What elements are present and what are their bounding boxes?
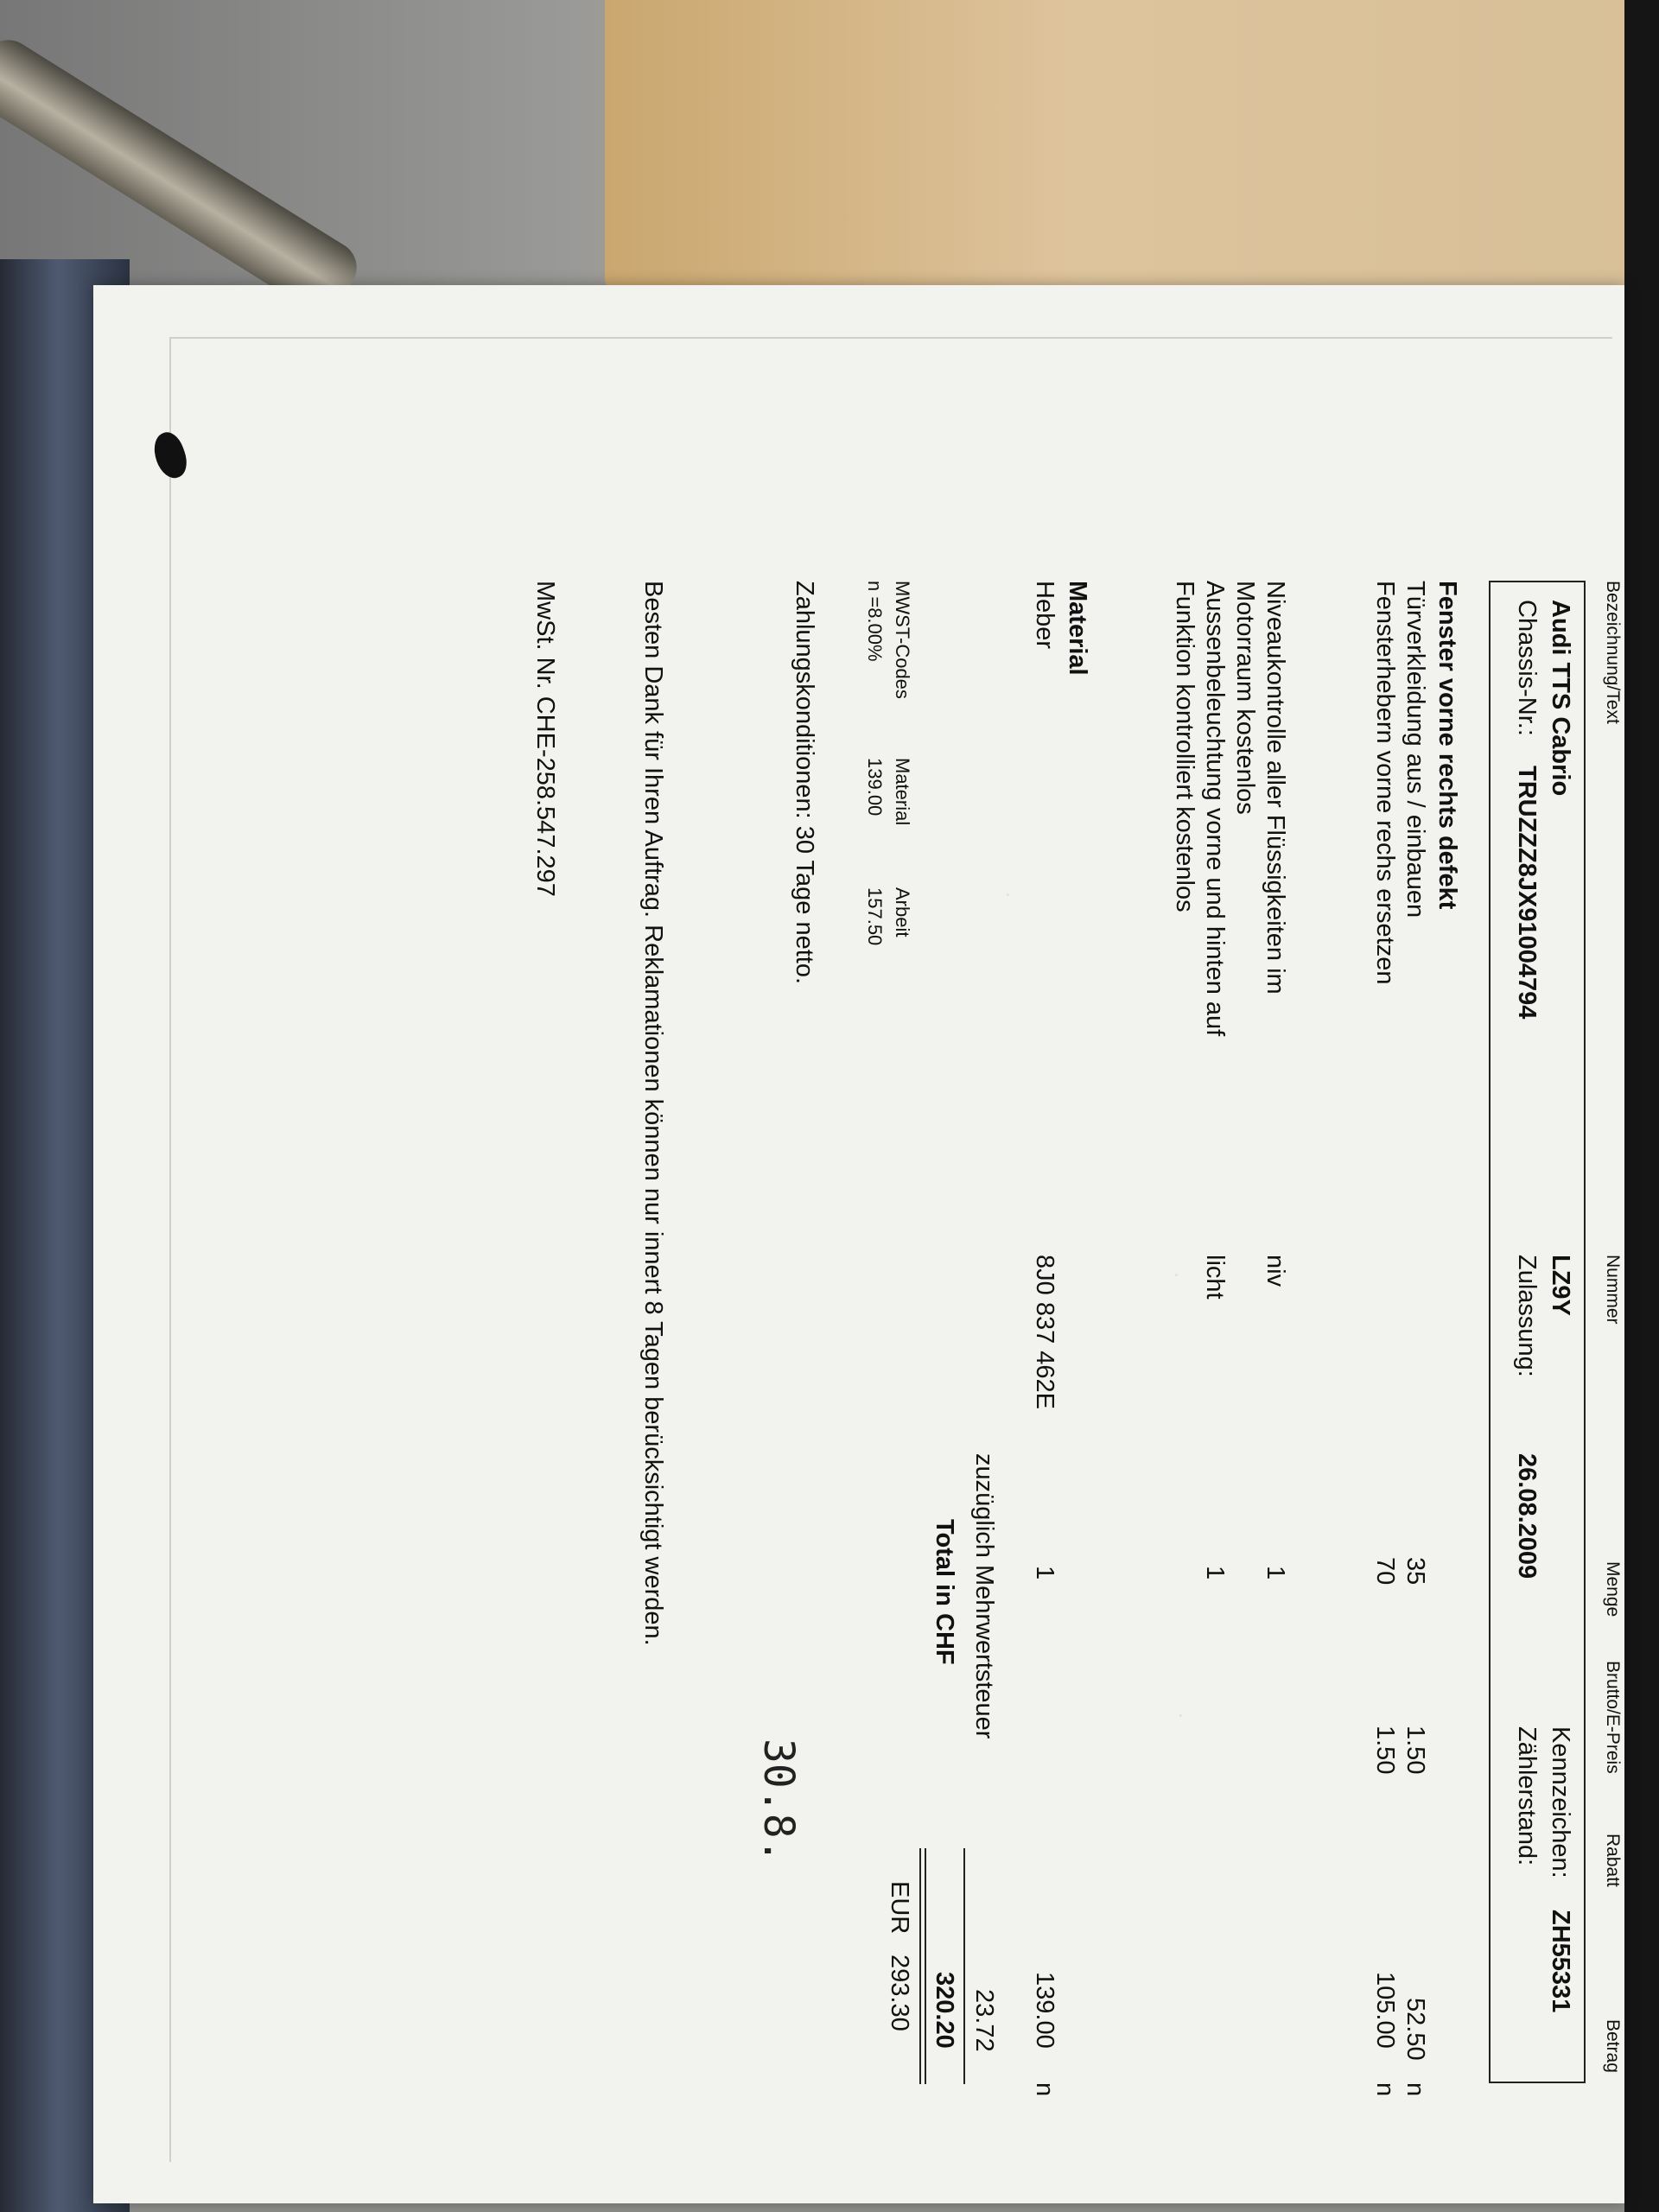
check-line-3: Aussenbeleuchtung vorne und hinten auf — [1201, 581, 1229, 1037]
total-rule-1 — [925, 1848, 926, 2084]
header-rabatt: Rabatt — [1603, 1834, 1623, 1887]
header-bezeichnung: Bezeichnung/Text — [1603, 581, 1623, 724]
subtotal-rule — [963, 1848, 965, 2084]
show-through-text-3: . — [1174, 1713, 1198, 1719]
check-line-3-nummer: licht — [1201, 1255, 1229, 1300]
kennzeichen-label: Kennzeichen: — [1547, 1726, 1574, 1878]
zulassung-value: 26.08.2009 — [1513, 1453, 1541, 1580]
repair-line-1-preis: 1.50 — [1402, 1726, 1429, 1775]
mwst-number: MwSt. Nr. CHE-258.547.297 — [531, 581, 559, 897]
repair-line-2-preis: 1.50 — [1371, 1726, 1399, 1775]
check-line-3-menge: 1 — [1201, 1566, 1229, 1580]
vat-material-value: 139.00 — [864, 758, 886, 817]
repair-line-1-code: n — [1402, 2082, 1429, 2097]
header-nummer: Nummer — [1603, 1255, 1623, 1325]
chassis-value: TRUZZZ8JX91004794 — [1513, 766, 1541, 1020]
check-line-4: Funktion kontrolliert kostenlos — [1171, 581, 1198, 912]
repair-line-2-code: n — [1371, 2082, 1399, 2097]
check-line-1: Niveaukontrolle aller Flüssigkeiten im — [1262, 581, 1289, 995]
vat-material-label: Material — [892, 758, 913, 826]
material-item: Heber — [1031, 581, 1058, 649]
kennzeichen-value: ZH55331 — [1547, 1910, 1574, 2013]
material-betrag: 139.00 — [1031, 1972, 1058, 2049]
check-line-2: Motorraum kostenlos — [1231, 581, 1259, 815]
zulassung-label: Zulassung: — [1513, 1255, 1541, 1377]
total-value: 320.20 — [931, 1972, 958, 2049]
header-menge: Menge — [1603, 1561, 1623, 1618]
handwritten-date: 30.8. — [754, 1738, 803, 1864]
check-line-1-nummer: niv — [1262, 1255, 1289, 1287]
repair-title: Fenster vorne rechts defekt — [1433, 581, 1461, 910]
wooden-table — [605, 0, 1659, 289]
zaehlerstand-label: Zählerstand: — [1513, 1726, 1541, 1866]
payment-conditions: Zahlungskonditionen: 30 Tage netto. — [791, 581, 818, 985]
repair-line-2-betrag: 105.00 — [1371, 1972, 1399, 2049]
material-nummer: 8J0 837 462E — [1031, 1255, 1058, 1409]
total-rule-2 — [919, 1848, 921, 2084]
show-through-text-1: . — [1001, 892, 1026, 898]
header-preis: Brutto/E-Preis — [1603, 1661, 1623, 1774]
vat-value: 23.72 — [970, 1989, 998, 2052]
thanks-note: Besten Dank für Ihren Auftrag. Reklamationen können nur innert 8 Tagen berücksichtigt werden. — [639, 581, 667, 1646]
vat-arbeit-label: Arbeit — [892, 887, 913, 938]
eur-value: 293.30 — [886, 1955, 913, 2031]
vat-codes-label: MWST-Codes — [892, 581, 913, 699]
vehicle-name: Audi TTS Cabrio — [1547, 600, 1574, 797]
repair-line-1-text: Türverkleidung aus / einbauen — [1402, 581, 1429, 918]
repair-line-1-menge: 35 — [1402, 1557, 1429, 1586]
repair-line-2-menge: 70 — [1371, 1557, 1399, 1586]
material-heading: Material — [1064, 581, 1091, 676]
vehicle-code: LZ9Y — [1547, 1255, 1574, 1316]
check-line-1-menge: 1 — [1262, 1566, 1289, 1580]
chassis-label: Chassis-Nr.: — [1513, 600, 1541, 736]
repair-line-2-text: Fensterhebern vorne rechs ersetzen — [1371, 581, 1399, 985]
vat-rate: n =8.00% — [864, 581, 886, 662]
repair-line-1-betrag: 52.50 — [1402, 1998, 1429, 2061]
eur-label: EUR — [886, 1881, 913, 1935]
material-menge: 1 — [1031, 1566, 1058, 1580]
vat-arbeit-value: 157.50 — [864, 887, 886, 946]
material-code: n — [1031, 2082, 1058, 2097]
header-betrag: Betrag — [1603, 2019, 1623, 2073]
invoice-document — [108, 581, 1637, 2101]
show-through-text-2: . — [1170, 1272, 1194, 1278]
vat-label: zuzüglich Mehrwertsteuer — [970, 1453, 998, 1739]
total-label: Total in CHF — [931, 1519, 958, 1665]
